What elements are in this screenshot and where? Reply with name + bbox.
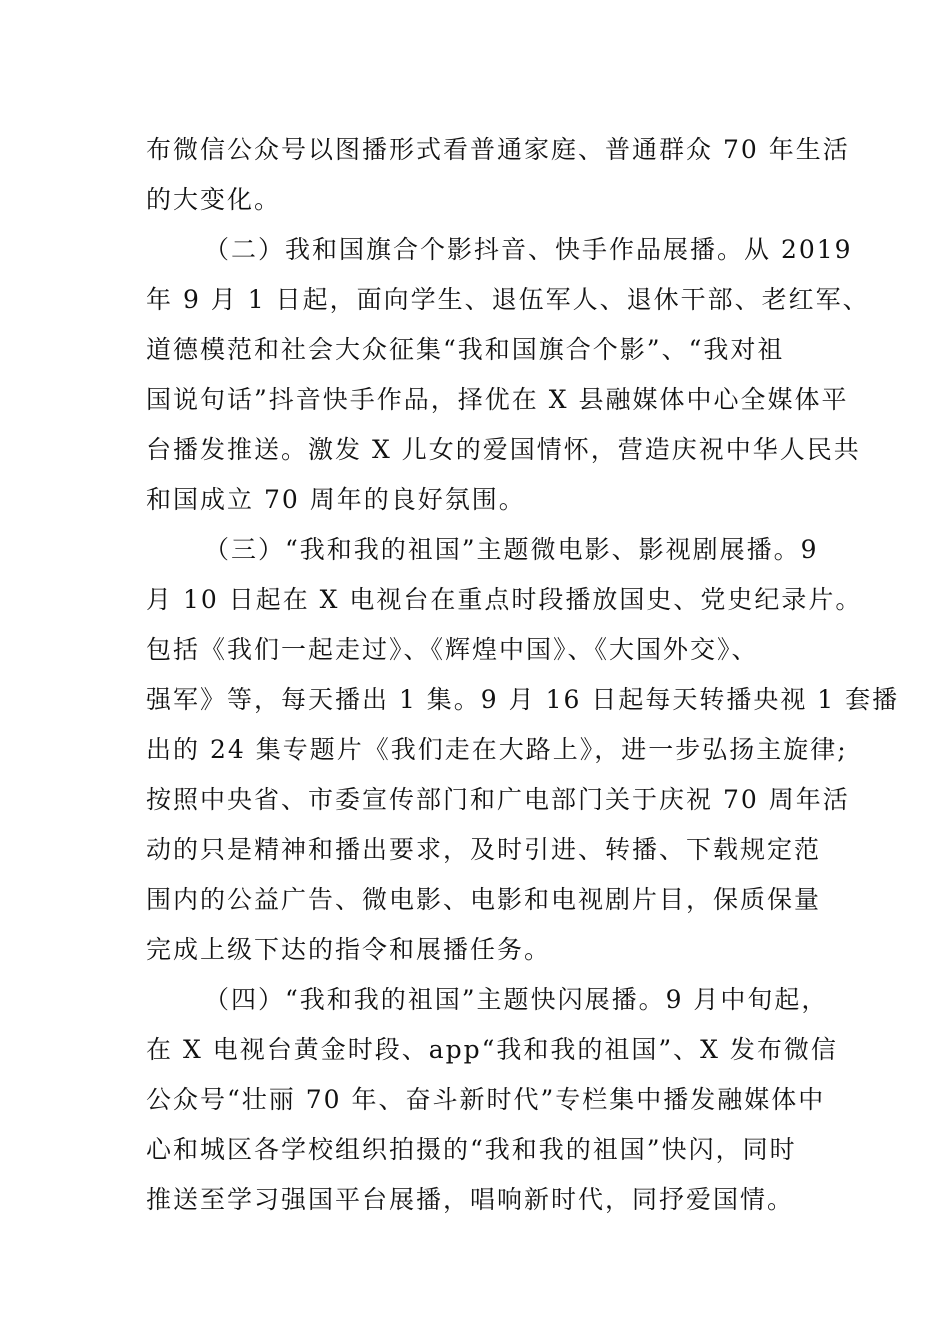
text-line: 国说句话”抖音快手作品，择优在 X 县融媒体中心全媒体平 [146, 385, 849, 414]
text-line: 推送至学习强国平台展播，唱响新时代，同抒爱国情。 [146, 1185, 795, 1214]
text-line: 和国成立 70 周年的良好氛围。 [146, 485, 526, 514]
text-line: 年 9 月 1 日起，面向学生、退伍军人、退休干部、老红军、 [146, 285, 870, 314]
text-line: 的大变化。 [146, 185, 282, 214]
text-line: 布微信公众号以图播形式看普通家庭、普通群众 70 年生活 [146, 135, 850, 164]
text-line: 台播发推送。激发 X 儿女的爱国情怀，营造庆祝中华人民共 [146, 435, 861, 464]
text-line: 月 10 日起在 X 电视台在重点时段播放国史、党史纪录片。 [146, 585, 863, 614]
section-heading-line: （四）“我和我的祖国”主题快闪展播。9 月中旬起， [204, 985, 829, 1014]
text-line: 在 X 电视台黄金时段、app“我和我的祖国”、X 发布微信 [146, 1035, 838, 1064]
text-line: 心和城区各学校组织拍摄的“我和我的祖国”快闪，同时 [146, 1135, 797, 1164]
text-line: 完成上级下达的指令和展播任务。 [146, 935, 552, 964]
text-line: 按照中央省、市委宣传部门和广电部门关于庆祝 70 周年活 [146, 785, 850, 814]
text-line: 道德模范和社会大众征集“我和国旗合个影”、“我对祖 [146, 335, 785, 364]
body-text [146, 125, 900, 1225]
text-line: 动的只是精神和播出要求，及时引进、转播、下载规定范 [146, 835, 822, 864]
text-line: 围内的公益广告、微电影、电影和电视剧片目，保质保量 [146, 885, 822, 914]
text-line: 出的 24 集专题片《我们走在大路上》，进一步弘扬主旋律; [146, 735, 848, 764]
text-line: 包括《我们一起走过》、《辉煌中国》、《大国外交》、 [146, 635, 759, 664]
section-heading-line: （二）我和国旗合个影抖音、快手作品展播。从 2019 [204, 235, 853, 264]
section-heading-line: （三）“我和我的祖国”主题微电影、影视剧展播。9 [204, 535, 819, 564]
text-line: 公众号“壮丽 70 年、奋斗新时代”专栏集中播发融媒体中 [146, 1085, 826, 1114]
text-line: 强军》等，每天播出 1 集。9 月 16 日起每天转播央视 1 套播 [146, 685, 900, 714]
